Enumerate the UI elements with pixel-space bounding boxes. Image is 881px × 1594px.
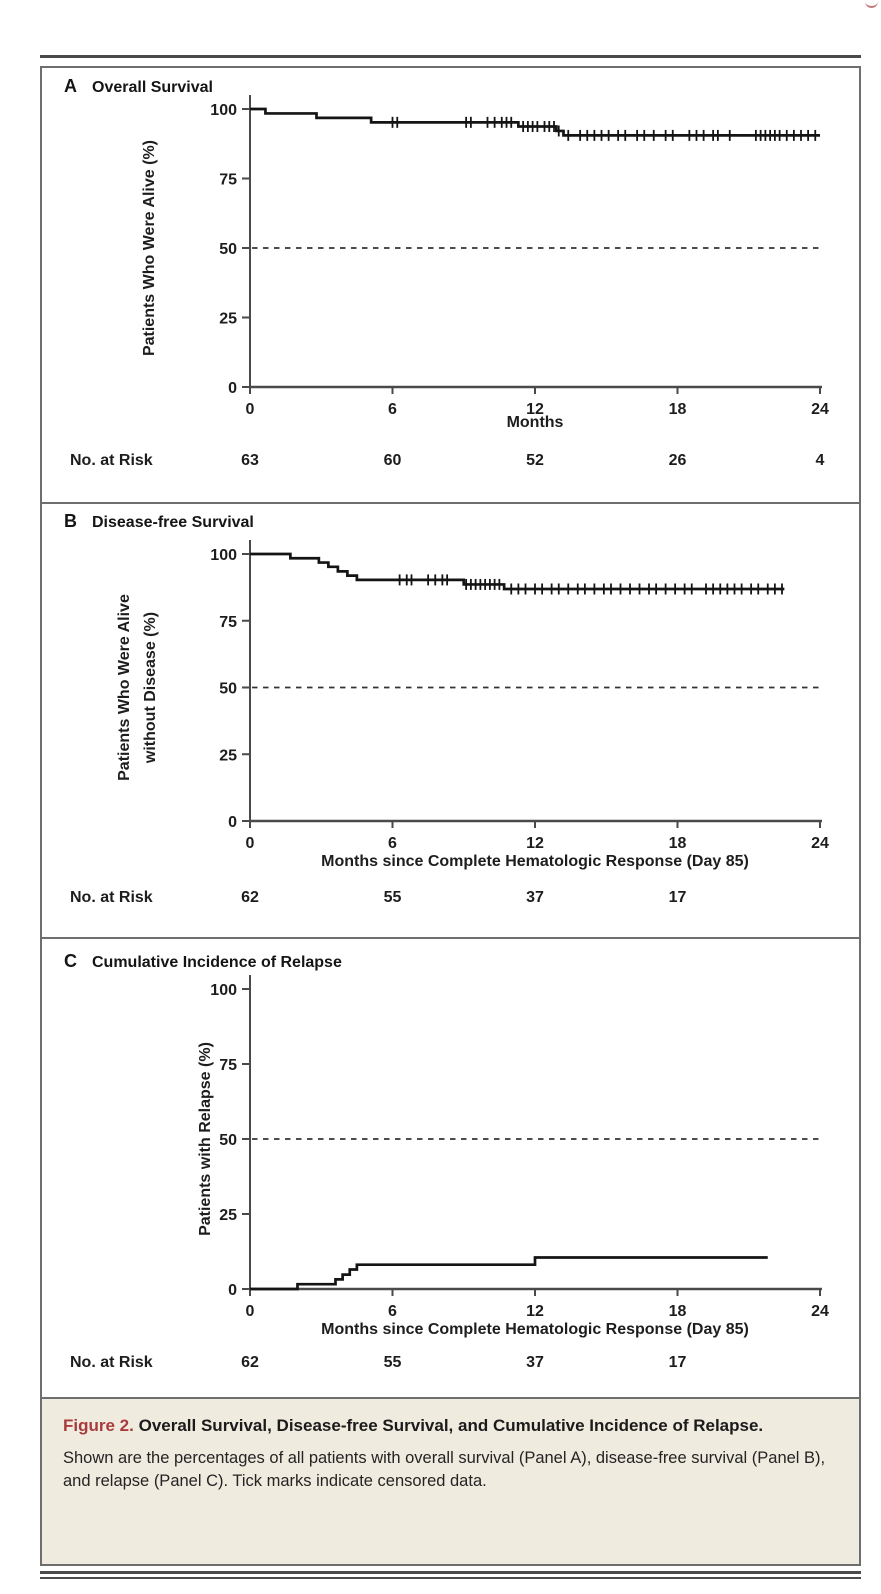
- svg-text:No. at Risk: No. at Risk: [70, 452, 153, 469]
- svg-text:18: 18: [668, 401, 687, 418]
- svg-text:25: 25: [219, 1207, 237, 1224]
- svg-text:18: 18: [668, 1303, 687, 1320]
- disease-free-survival-chart: [42, 504, 859, 939]
- svg-text:0: 0: [228, 380, 237, 397]
- overall-survival-chart: [42, 68, 859, 502]
- svg-text:100: 100: [210, 102, 237, 119]
- svg-text:12: 12: [526, 835, 544, 852]
- svg-text:Patients with Relapse (%): Patients with Relapse (%): [197, 1042, 214, 1236]
- svg-text:0: 0: [245, 835, 255, 852]
- svg-text:60: 60: [383, 452, 402, 469]
- page-top-rule: [40, 55, 861, 58]
- panel-b-letter: B: [64, 511, 77, 531]
- cumulative-incidence-chart: [42, 939, 859, 1399]
- panel-overall-survival: [42, 68, 859, 502]
- svg-text:62: 62: [241, 1354, 259, 1371]
- svg-text:Patients Who Were Alive: Patients Who Were Alive: [116, 594, 133, 781]
- svg-text:12: 12: [526, 1303, 544, 1320]
- svg-text:No. at Risk: No. at Risk: [70, 1354, 153, 1371]
- svg-text:6: 6: [388, 401, 397, 418]
- svg-text:75: 75: [219, 171, 237, 189]
- svg-text:17: 17: [668, 1354, 687, 1371]
- panel-a-letter: A: [64, 76, 77, 96]
- caption-figure-label: Figure 2.: [63, 1416, 134, 1435]
- svg-text:50: 50: [219, 680, 237, 698]
- svg-text:62: 62: [241, 889, 259, 906]
- svg-text:Months since Complete Hematolo: Months since Complete Hematologic Response (Day 85): [321, 853, 749, 870]
- svg-text:100: 100: [210, 982, 237, 999]
- panel-c-letter: C: [64, 951, 77, 971]
- panel-cumulative-incidence: [42, 937, 859, 1397]
- svg-text:50: 50: [219, 241, 237, 258]
- svg-text:100: 100: [210, 547, 237, 564]
- cropped-red-glyph: [865, 0, 878, 8]
- svg-text:55: 55: [383, 889, 402, 906]
- panel-a-title-text: Overall Survival: [92, 79, 213, 96]
- svg-text:37: 37: [526, 889, 544, 906]
- svg-text:26: 26: [668, 452, 687, 469]
- svg-text:25: 25: [219, 747, 237, 765]
- svg-text:50: 50: [219, 1132, 237, 1149]
- svg-text:24: 24: [811, 835, 829, 852]
- page-bottom-rule: [40, 1571, 861, 1579]
- panel-c-title-text: Cumulative Incidence of Relapse: [92, 954, 342, 971]
- svg-text:63: 63: [241, 452, 259, 469]
- panel-b-title-text: Disease-free Survival: [92, 514, 254, 531]
- figure-frame: [40, 66, 861, 1566]
- svg-text:6: 6: [388, 1303, 397, 1320]
- svg-text:0: 0: [245, 401, 255, 418]
- svg-text:4: 4: [815, 452, 825, 469]
- svg-text:25: 25: [219, 310, 237, 328]
- svg-text:12: 12: [526, 401, 544, 418]
- svg-text:24: 24: [811, 1303, 829, 1320]
- svg-text:24: 24: [811, 401, 829, 418]
- svg-text:75: 75: [219, 613, 237, 631]
- svg-text:55: 55: [383, 1354, 402, 1371]
- svg-text:18: 18: [668, 835, 687, 852]
- panel-disease-free-survival: [42, 502, 859, 937]
- svg-text:75: 75: [219, 1057, 237, 1074]
- svg-text:0: 0: [228, 814, 237, 831]
- caption-heading: [63, 1415, 838, 1437]
- svg-text:Months since Complete Hematolo: Months since Complete Hematologic Response (Day 85): [321, 1321, 749, 1338]
- svg-text:17: 17: [668, 889, 687, 906]
- svg-text:0: 0: [245, 1303, 255, 1320]
- svg-text:without Disease (%): without Disease (%): [142, 611, 159, 764]
- svg-text:Months: Months: [506, 414, 564, 431]
- svg-text:6: 6: [388, 835, 397, 852]
- svg-text:52: 52: [526, 452, 544, 469]
- svg-text:Patients Who Were Alive (%): Patients Who Were Alive (%): [141, 139, 158, 357]
- caption-title-text: Overall Survival, Disease-free Survival, and Cumulative Incidence of Relapse.: [138, 1416, 764, 1435]
- figure-caption: [42, 1397, 859, 1564]
- svg-text:0: 0: [228, 1282, 237, 1299]
- caption-body: Shown are the percentages of all patients with overall survival (Panel A), disease-free survival (Panel B), and relapse (Panel C). Tick marks indicate censored data.: [63, 1449, 826, 1491]
- svg-text:No. at Risk: No. at Risk: [70, 889, 153, 906]
- svg-text:37: 37: [526, 1354, 544, 1371]
